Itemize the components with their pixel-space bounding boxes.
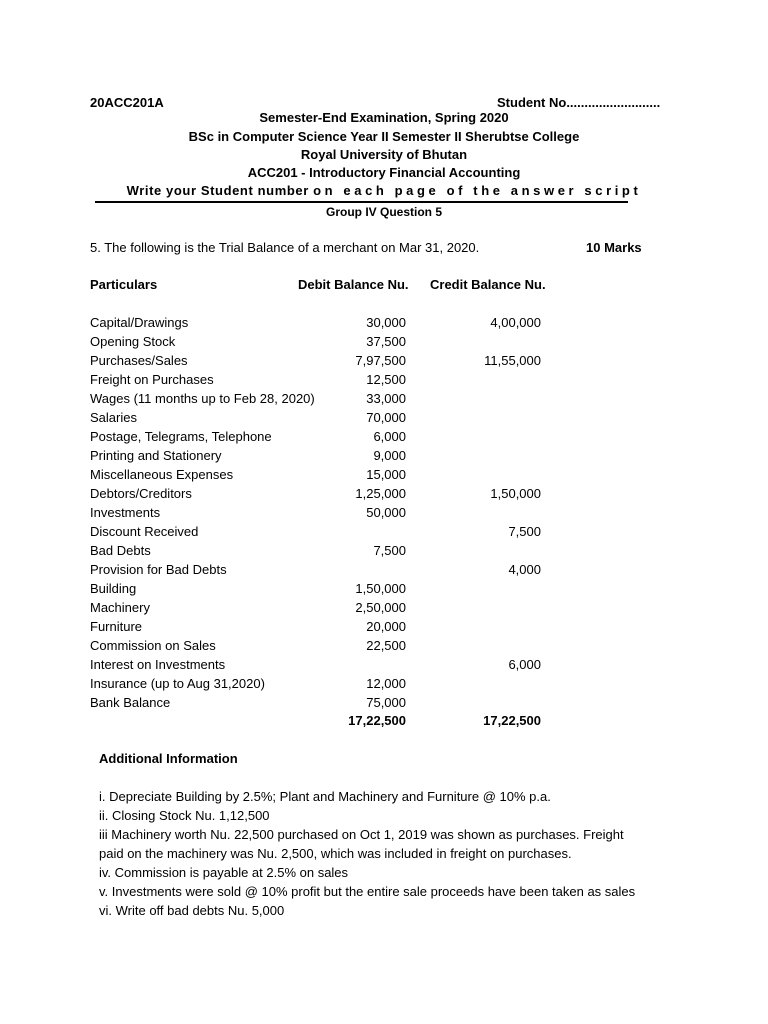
row-credit: 4,000 — [508, 562, 541, 577]
university-line: Royal University of Bhutan — [300, 147, 468, 162]
table-row — [0, 467, 768, 486]
row-debit: 20,000 — [366, 619, 406, 634]
header-debit: Debit Balance Nu. — [298, 277, 409, 292]
table-row — [0, 448, 768, 467]
row-debit: 1,25,000 — [355, 486, 406, 501]
additional-item: paid on the machinery was Nu. 2,500, which was included in freight on purchases. — [99, 846, 572, 861]
row-debit: 15,000 — [366, 467, 406, 482]
table-row — [0, 600, 768, 619]
header-divider — [95, 201, 628, 203]
additional-item: iii Machinery worth Nu. 22,500 purchased on Oct 1, 2019 was shown as purchases. Freight — [99, 827, 624, 842]
row-particular: Salaries — [90, 410, 137, 425]
row-debit: 50,000 — [366, 505, 406, 520]
table-row — [0, 695, 768, 714]
instruction-line — [0, 183, 768, 198]
table-row — [0, 676, 768, 695]
row-particular: Insurance (up to Aug 31,2020) — [90, 676, 265, 691]
row-particular: Commission on Sales — [90, 638, 216, 653]
row-particular: Freight on Purchases — [90, 372, 214, 387]
row-particular: Discount Received — [90, 524, 199, 539]
table-row — [0, 334, 768, 353]
additional-item: v. Investments were sold @ 10% profit but the entire sale proceeds have been taken as sales — [99, 884, 636, 899]
additional-item: iv. Commission is payable at 2.5% on sales — [99, 865, 349, 880]
question-text: 5. The following is the Trial Balance of a merchant on Mar 31, 2020. — [90, 240, 480, 255]
table-row — [0, 543, 768, 562]
table-row — [0, 562, 768, 581]
row-debit: 6,000 — [373, 429, 406, 444]
row-debit: 12,000 — [366, 676, 406, 691]
row-debit: 75,000 — [366, 695, 406, 710]
row-particular: Provision for Bad Debts — [90, 562, 227, 577]
row-credit: 1,50,000 — [490, 486, 541, 501]
table-row — [0, 391, 768, 410]
table-row — [0, 372, 768, 391]
row-debit: 1,50,000 — [355, 581, 406, 596]
header-particulars: Particulars — [90, 277, 158, 292]
instruction-part-b: on each page of the answer script — [313, 183, 642, 198]
additional-item: i. Depreciate Building by 2.5%; Plant and Machinery and Furniture @ 10% p.a. — [99, 789, 551, 804]
row-debit: 33,000 — [366, 391, 406, 406]
row-debit: 2,50,000 — [355, 600, 406, 615]
table-row — [0, 353, 768, 372]
total-credit: 17,22,500 — [483, 713, 541, 728]
course-code: 20ACC201A — [90, 95, 164, 110]
row-debit: 30,000 — [366, 315, 406, 330]
row-credit: 4,00,000 — [490, 315, 541, 330]
table-row — [0, 315, 768, 334]
row-particular: Debtors/Creditors — [90, 486, 192, 501]
table-row — [0, 486, 768, 505]
table-row — [0, 638, 768, 657]
header-credit: Credit Balance Nu. — [430, 277, 546, 292]
row-particular: Miscellaneous Expenses — [90, 467, 234, 482]
additional-item: ii. Closing Stock Nu. 1,12,500 — [99, 808, 270, 823]
row-particular: Interest on Investments — [90, 657, 226, 672]
table-row — [0, 657, 768, 676]
instruction-part-a: Write your Student number — [126, 183, 314, 198]
additional-info-title: Additional Information — [99, 751, 238, 766]
row-particular: Opening Stock — [90, 334, 176, 349]
row-particular: Wages (11 months up to Feb 28, 2020) — [90, 391, 315, 406]
row-particular: Postage, Telegrams, Telephone — [90, 429, 272, 444]
student-number-line: Student No.......................... — [497, 95, 661, 110]
row-particular: Printing and Stationery — [90, 448, 222, 463]
table-header — [0, 277, 768, 296]
exam-title: Semester-End Examination, Spring 2020 — [259, 110, 509, 125]
table-total-row — [0, 713, 768, 732]
row-particular: Bank Balance — [90, 695, 171, 710]
row-particular: Machinery — [90, 600, 150, 615]
row-debit: 22,500 — [366, 638, 406, 653]
program-line: BSc in Computer Science Year II Semester II Sherubtse College — [188, 129, 580, 144]
row-particular: Furniture — [90, 619, 143, 634]
table-row — [0, 505, 768, 524]
row-particular: Purchases/Sales — [90, 353, 188, 368]
row-particular: Building — [90, 581, 137, 596]
table-row — [0, 619, 768, 638]
row-debit: 70,000 — [366, 410, 406, 425]
row-credit: 11,55,000 — [484, 353, 541, 368]
row-particular: Investments — [90, 505, 161, 520]
row-credit: 7,500 — [508, 524, 541, 539]
row-particular: Capital/Drawings — [90, 315, 189, 330]
total-debit: 17,22,500 — [348, 713, 406, 728]
row-debit: 9,000 — [373, 448, 406, 463]
group-label: Group IV Question 5 — [325, 205, 442, 219]
table-row — [0, 524, 768, 543]
row-debit: 37,500 — [366, 334, 406, 349]
course-title: ACC201 - Introductory Financial Accounting — [247, 165, 521, 180]
additional-item: vi. Write off bad debts Nu. 5,000 — [99, 903, 285, 918]
row-debit: 7,500 — [373, 543, 406, 558]
table-row — [0, 581, 768, 600]
row-particular: Bad Debts — [90, 543, 151, 558]
table-row — [0, 410, 768, 429]
question-marks: 10 Marks — [586, 240, 642, 255]
row-credit: 6,000 — [508, 657, 541, 672]
row-debit: 7,97,500 — [355, 353, 406, 368]
row-debit: 12,500 — [366, 372, 406, 387]
table-row — [0, 429, 768, 448]
